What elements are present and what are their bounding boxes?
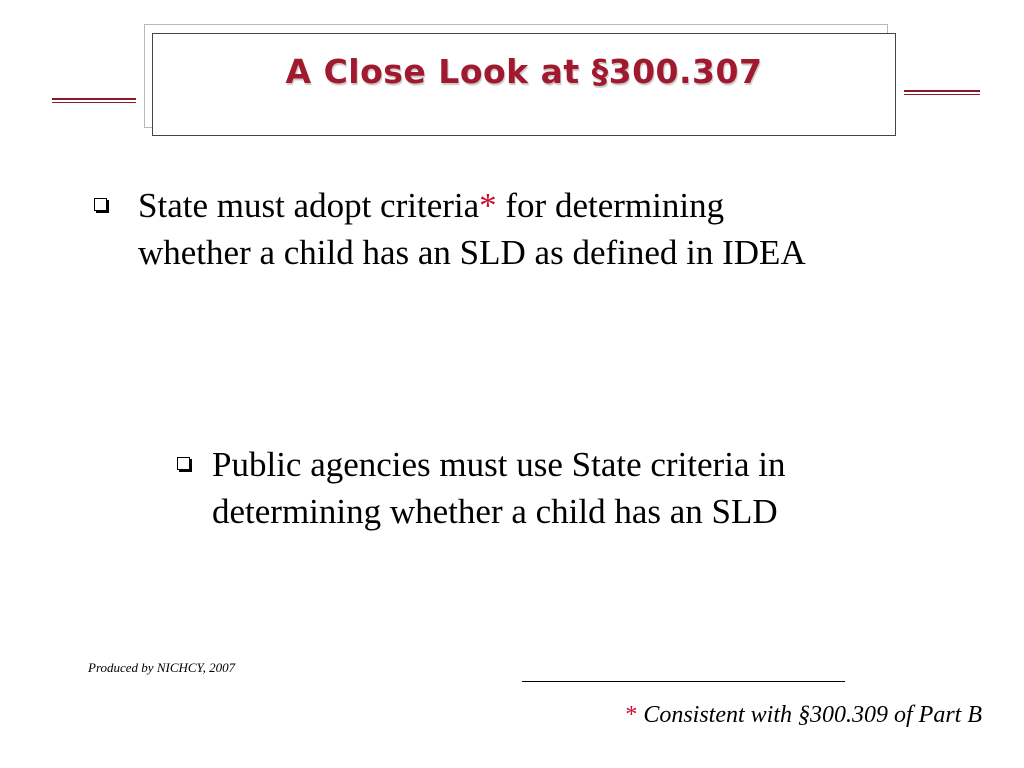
- asterisk-marker: *: [479, 186, 497, 225]
- bullet-item-public-agencies: [212, 441, 912, 535]
- bullet-text-before: State must adopt criteria: [138, 186, 480, 225]
- footnote-divider: [522, 681, 845, 682]
- bullet-text-after: for determining whether a child has an SLD as defined in IDEA: [138, 186, 806, 272]
- footnote-asterisk: *: [625, 702, 638, 728]
- checkbox-square-icon: [177, 457, 190, 470]
- footnote: [500, 702, 982, 729]
- checkbox-square-icon: [94, 198, 107, 211]
- slide-title: A Close Look at §300.307: [285, 52, 763, 91]
- bullet-text: Public agencies must use State criteria in determining whether a child has an SLD: [212, 445, 786, 531]
- left-decorative-rule: [52, 98, 136, 103]
- bullet-item-state-criteria: [138, 182, 838, 276]
- right-decorative-rule: [904, 90, 980, 95]
- produced-by-credit: Produced by NICHCY, 2007: [88, 660, 236, 675]
- footnote-text: Consistent with §300.309 of Part B: [637, 702, 982, 728]
